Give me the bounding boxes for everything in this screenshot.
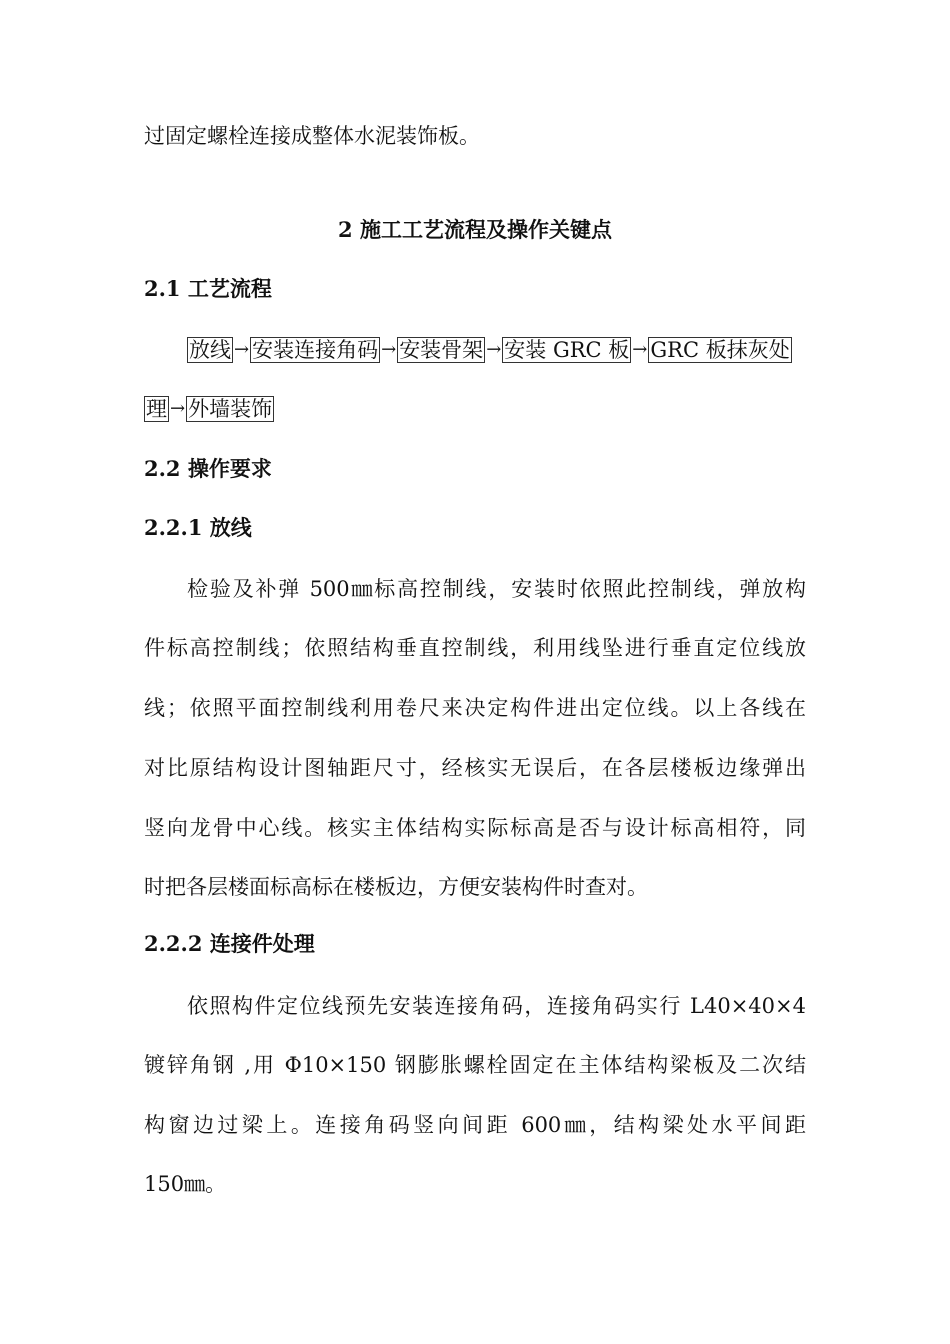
arrow-right-icon: → (486, 339, 502, 360)
paragraph-line: 竖向龙骨中心线。核实主体结构实际标高是否与设计标高相符，同 (144, 816, 806, 840)
paragraph-line: 时把各层楼面标高标在楼板边，方便安装构件时查对。 (144, 875, 648, 899)
paragraph-line: 镀锌角钢 ,用 Φ10×150 钢膨胀螺栓固定在主体结构梁板及二次结 (144, 1053, 806, 1077)
subsection-heading-2-2-1: 2.2.1 放线 (144, 515, 252, 540)
flow-step-box: 放线 (189, 338, 231, 362)
subsection-heading-2-2-2: 2.2.2 连接件处理 (144, 931, 315, 956)
paragraph-line: 检验及补弹 500㎜标高控制线，安装时依照此控制线，弹放构 (187, 577, 806, 601)
paragraph-line: 件标高控制线；依照结构垂直控制线，利用线坠进行垂直定位线放 (144, 636, 806, 660)
flow-step-box: 外墙装饰 (188, 397, 273, 421)
arrow-right-icon: → (234, 339, 250, 360)
arrow-right-icon: → (632, 339, 648, 360)
paragraph-line: 150㎜。 (144, 1172, 227, 1196)
arrow-right-icon: → (381, 339, 397, 360)
paragraph-line: 依照构件定位线预先安装连接角码，连接角码实行 L40×40×4 (187, 994, 806, 1018)
flow-step-box: 安装 GRC 板 (504, 338, 630, 362)
flow-step-box: GRC 板抹灰处 (650, 338, 790, 362)
paragraph-line: 线；依照平面控制线利用卷尺来决定构件进出定位线。以上各线在 (144, 696, 806, 720)
flow-step-box: 安装骨架 (399, 338, 484, 362)
process-flow-row-1 (187, 337, 792, 363)
process-flow-row-2 (144, 396, 274, 422)
paragraph-line: 构窗边过梁上。连接角码竖向间距 600㎜，结构梁处水平间距 (144, 1113, 806, 1137)
paragraph-continuation: 过固定螺栓连接成整体水泥装饰板。 (144, 124, 480, 148)
flow-step-box: 理 (146, 397, 167, 421)
flow-step-box: 安装连接角码 (252, 338, 379, 362)
subsection-heading-2-2: 2.2 操作要求 (144, 456, 272, 481)
section-heading-2: 2 施工工艺流程及操作关键点 (338, 217, 612, 242)
arrow-right-icon: → (170, 398, 186, 419)
subsection-heading-2-1: 2.1 工艺流程 (144, 276, 272, 301)
paragraph-line: 对比原结构设计图轴距尺寸，经核实无误后，在各层楼板边缘弹出 (144, 756, 806, 780)
